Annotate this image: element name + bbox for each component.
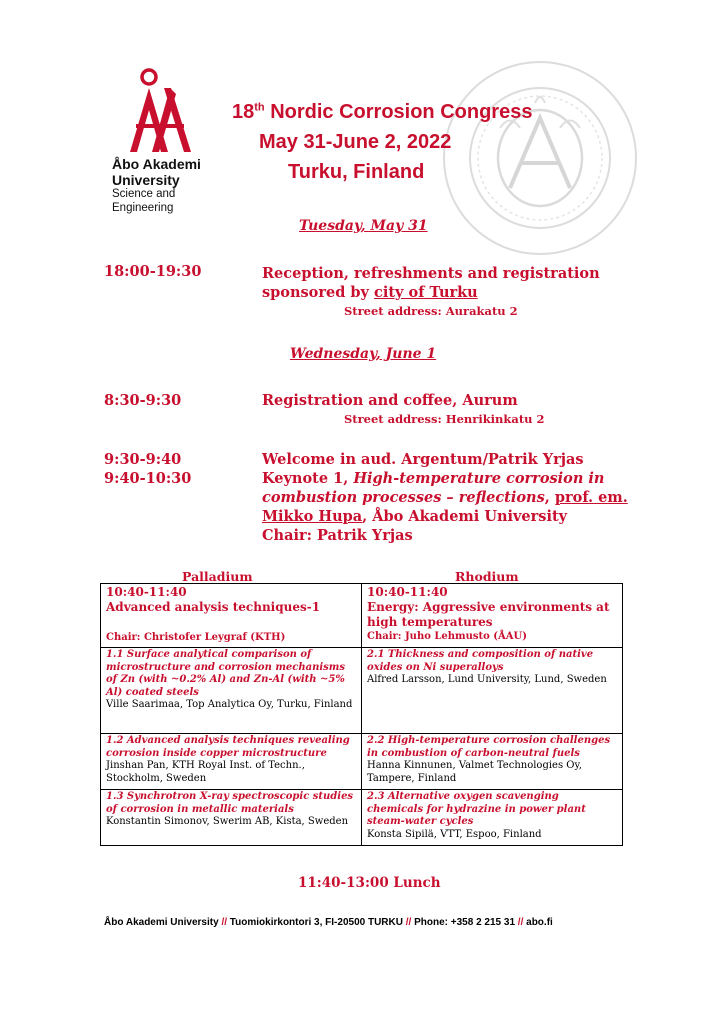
table-row bbox=[101, 584, 623, 648]
footer-phone: Phone: +358 2 215 31 bbox=[414, 917, 516, 928]
talk-cell bbox=[101, 790, 362, 846]
keynote-speaker-name[interactable]: Mikko Hupa bbox=[262, 508, 363, 525]
session-chair: Chair: Christofer Leygraf (KTH) bbox=[106, 632, 286, 643]
keynote-prefix: Keynote 1, bbox=[262, 470, 354, 487]
abo-akademi-logo-icon bbox=[112, 68, 222, 158]
congress-title bbox=[232, 101, 532, 124]
talk-cell bbox=[101, 648, 362, 734]
time-keynote: 9:40-10:30 bbox=[104, 470, 192, 487]
time-registration: 8:30-9:30 bbox=[104, 392, 182, 409]
talk-cell bbox=[362, 734, 623, 790]
table-row bbox=[101, 790, 623, 846]
keynote-affiliation: , Åbo Akademi University bbox=[362, 508, 568, 525]
edition-number: 18 bbox=[232, 101, 255, 123]
footer-web-link[interactable]: abo.fi bbox=[526, 917, 553, 928]
keynote-sep: , bbox=[544, 489, 555, 506]
session-time: 10:40-11:40 bbox=[106, 585, 187, 599]
keynote-line1 bbox=[262, 469, 632, 488]
page-footer bbox=[104, 917, 553, 928]
edition-title: Nordic Corrosion Congress bbox=[264, 101, 533, 123]
congress-place: Turku, Finland bbox=[288, 161, 425, 183]
table-row bbox=[101, 734, 623, 790]
keynote-line3 bbox=[262, 507, 632, 526]
footer-sep: // bbox=[218, 917, 230, 928]
talk-author: Konstantin Simonov, Swerim AB, Kista, Sweden bbox=[106, 816, 349, 827]
time-welcome: 9:30-9:40 bbox=[104, 451, 182, 468]
event-registration: Registration and coffee, Aurum bbox=[262, 392, 518, 409]
day-heading-wednesday: Wednesday, June 1 bbox=[290, 346, 437, 362]
talk-cell bbox=[362, 790, 623, 846]
time-reception: 18:00-19:30 bbox=[104, 263, 202, 280]
keynote-chair: Chair: Patrik Yrjas bbox=[262, 527, 413, 544]
session-table bbox=[100, 583, 623, 846]
lunch-break: 11:40-13:00 Lunch bbox=[298, 875, 441, 891]
event-welcome: Welcome in aud. Argentum/Patrik Yrjas bbox=[262, 451, 584, 468]
talk-cell bbox=[101, 734, 362, 790]
event-reception-line1: Reception, refreshments and registration bbox=[262, 265, 600, 282]
talk-author: Ville Saarimaa, Top Analytica Oy, Turku, Finland bbox=[106, 699, 353, 710]
session-title: Advanced analysis techniques-1 bbox=[106, 600, 321, 614]
keynote-line2 bbox=[262, 488, 632, 507]
keynote-title-a: High-temperature corrosion in bbox=[353, 470, 605, 487]
room-palladium: Palladium bbox=[182, 569, 253, 584]
address-reception: Street address: Aurakatu 2 bbox=[344, 304, 518, 318]
university-logo bbox=[112, 68, 222, 214]
talk-title: 2.1 Thickness and composition of native oxides on Ni superalloys bbox=[367, 649, 594, 673]
event-reception bbox=[262, 264, 622, 302]
talk-author: Jinshan Pan, KTH Royal Inst. of Techn., Stockholm, Sweden bbox=[106, 760, 305, 784]
talk-author: Konsta Sipilä, VTT, Espoo, Finland bbox=[367, 828, 542, 840]
session-time: 10:40-11:40 bbox=[367, 585, 448, 599]
footer-sep: // bbox=[515, 917, 527, 928]
event-reception-line2 bbox=[262, 283, 622, 302]
logo-line-4: Engineering bbox=[112, 202, 174, 214]
event-reception-sponsor: sponsored by bbox=[262, 284, 375, 301]
talk-title: 1.3 Synchrotron X-ray spectroscopic studies of corrosion in metallic materials bbox=[106, 791, 354, 815]
room-rhodium: Rhodium bbox=[455, 569, 519, 584]
session-cell-right bbox=[362, 584, 623, 648]
talk-title: 2.2 High-temperature corrosion challenges in combustion of carbon-neutral fuels bbox=[367, 735, 611, 759]
talk-author: Hanna Kinnunen, Valmet Technologies Oy, Tampere, Finland bbox=[367, 760, 582, 784]
event-keynote bbox=[262, 469, 632, 545]
congress-dates: May 31-June 2, 2022 bbox=[259, 131, 452, 153]
logo-line-2: University bbox=[112, 172, 180, 188]
keynote-speaker-title[interactable]: prof. em. bbox=[554, 489, 628, 506]
address-registration: Street address: Henrikinkatu 2 bbox=[344, 412, 545, 426]
talk-title: 2.3 Alternative oxygen scavenging chemicals for hydrazine in power plant steam-water cycles bbox=[367, 791, 586, 827]
session-title: Energy: Aggressive environments at high temperatures bbox=[367, 600, 610, 629]
city-of-turku-link[interactable]: city of Turku bbox=[374, 284, 478, 301]
logo-line-1: Åbo Akademi bbox=[112, 156, 201, 172]
table-row bbox=[101, 648, 623, 734]
university-seal-icon bbox=[440, 58, 640, 262]
footer-address: Tuomiokirkontori 3, FI-20500 TURKU bbox=[229, 917, 403, 928]
talk-title: 1.2 Advanced analysis techniques revealing corrosion inside copper microstructure bbox=[106, 735, 350, 759]
talk-title: 1.1 Surface analytical comparison of microstructure and corrosion mechanisms of Zn (with ~0.2% Al) and Zn-Al (with ~5% Al) coated steels bbox=[106, 649, 346, 698]
edition-suffix: th bbox=[254, 101, 265, 114]
talk-author: Alfred Larsson, Lund University, Lund, Sweden bbox=[367, 674, 607, 685]
logo-line-3: Science and bbox=[112, 188, 176, 200]
session-cell-left bbox=[101, 584, 362, 648]
session-chair: Chair: Juho Lehmusto (ÅAU) bbox=[367, 631, 527, 642]
footer-org: Åbo Akademi University bbox=[104, 917, 219, 928]
talk-cell bbox=[362, 648, 623, 734]
footer-sep: // bbox=[402, 917, 415, 928]
day-heading-tuesday: Tuesday, May 31 bbox=[299, 218, 428, 234]
keynote-title-b: combustion processes – reflections bbox=[262, 489, 545, 506]
